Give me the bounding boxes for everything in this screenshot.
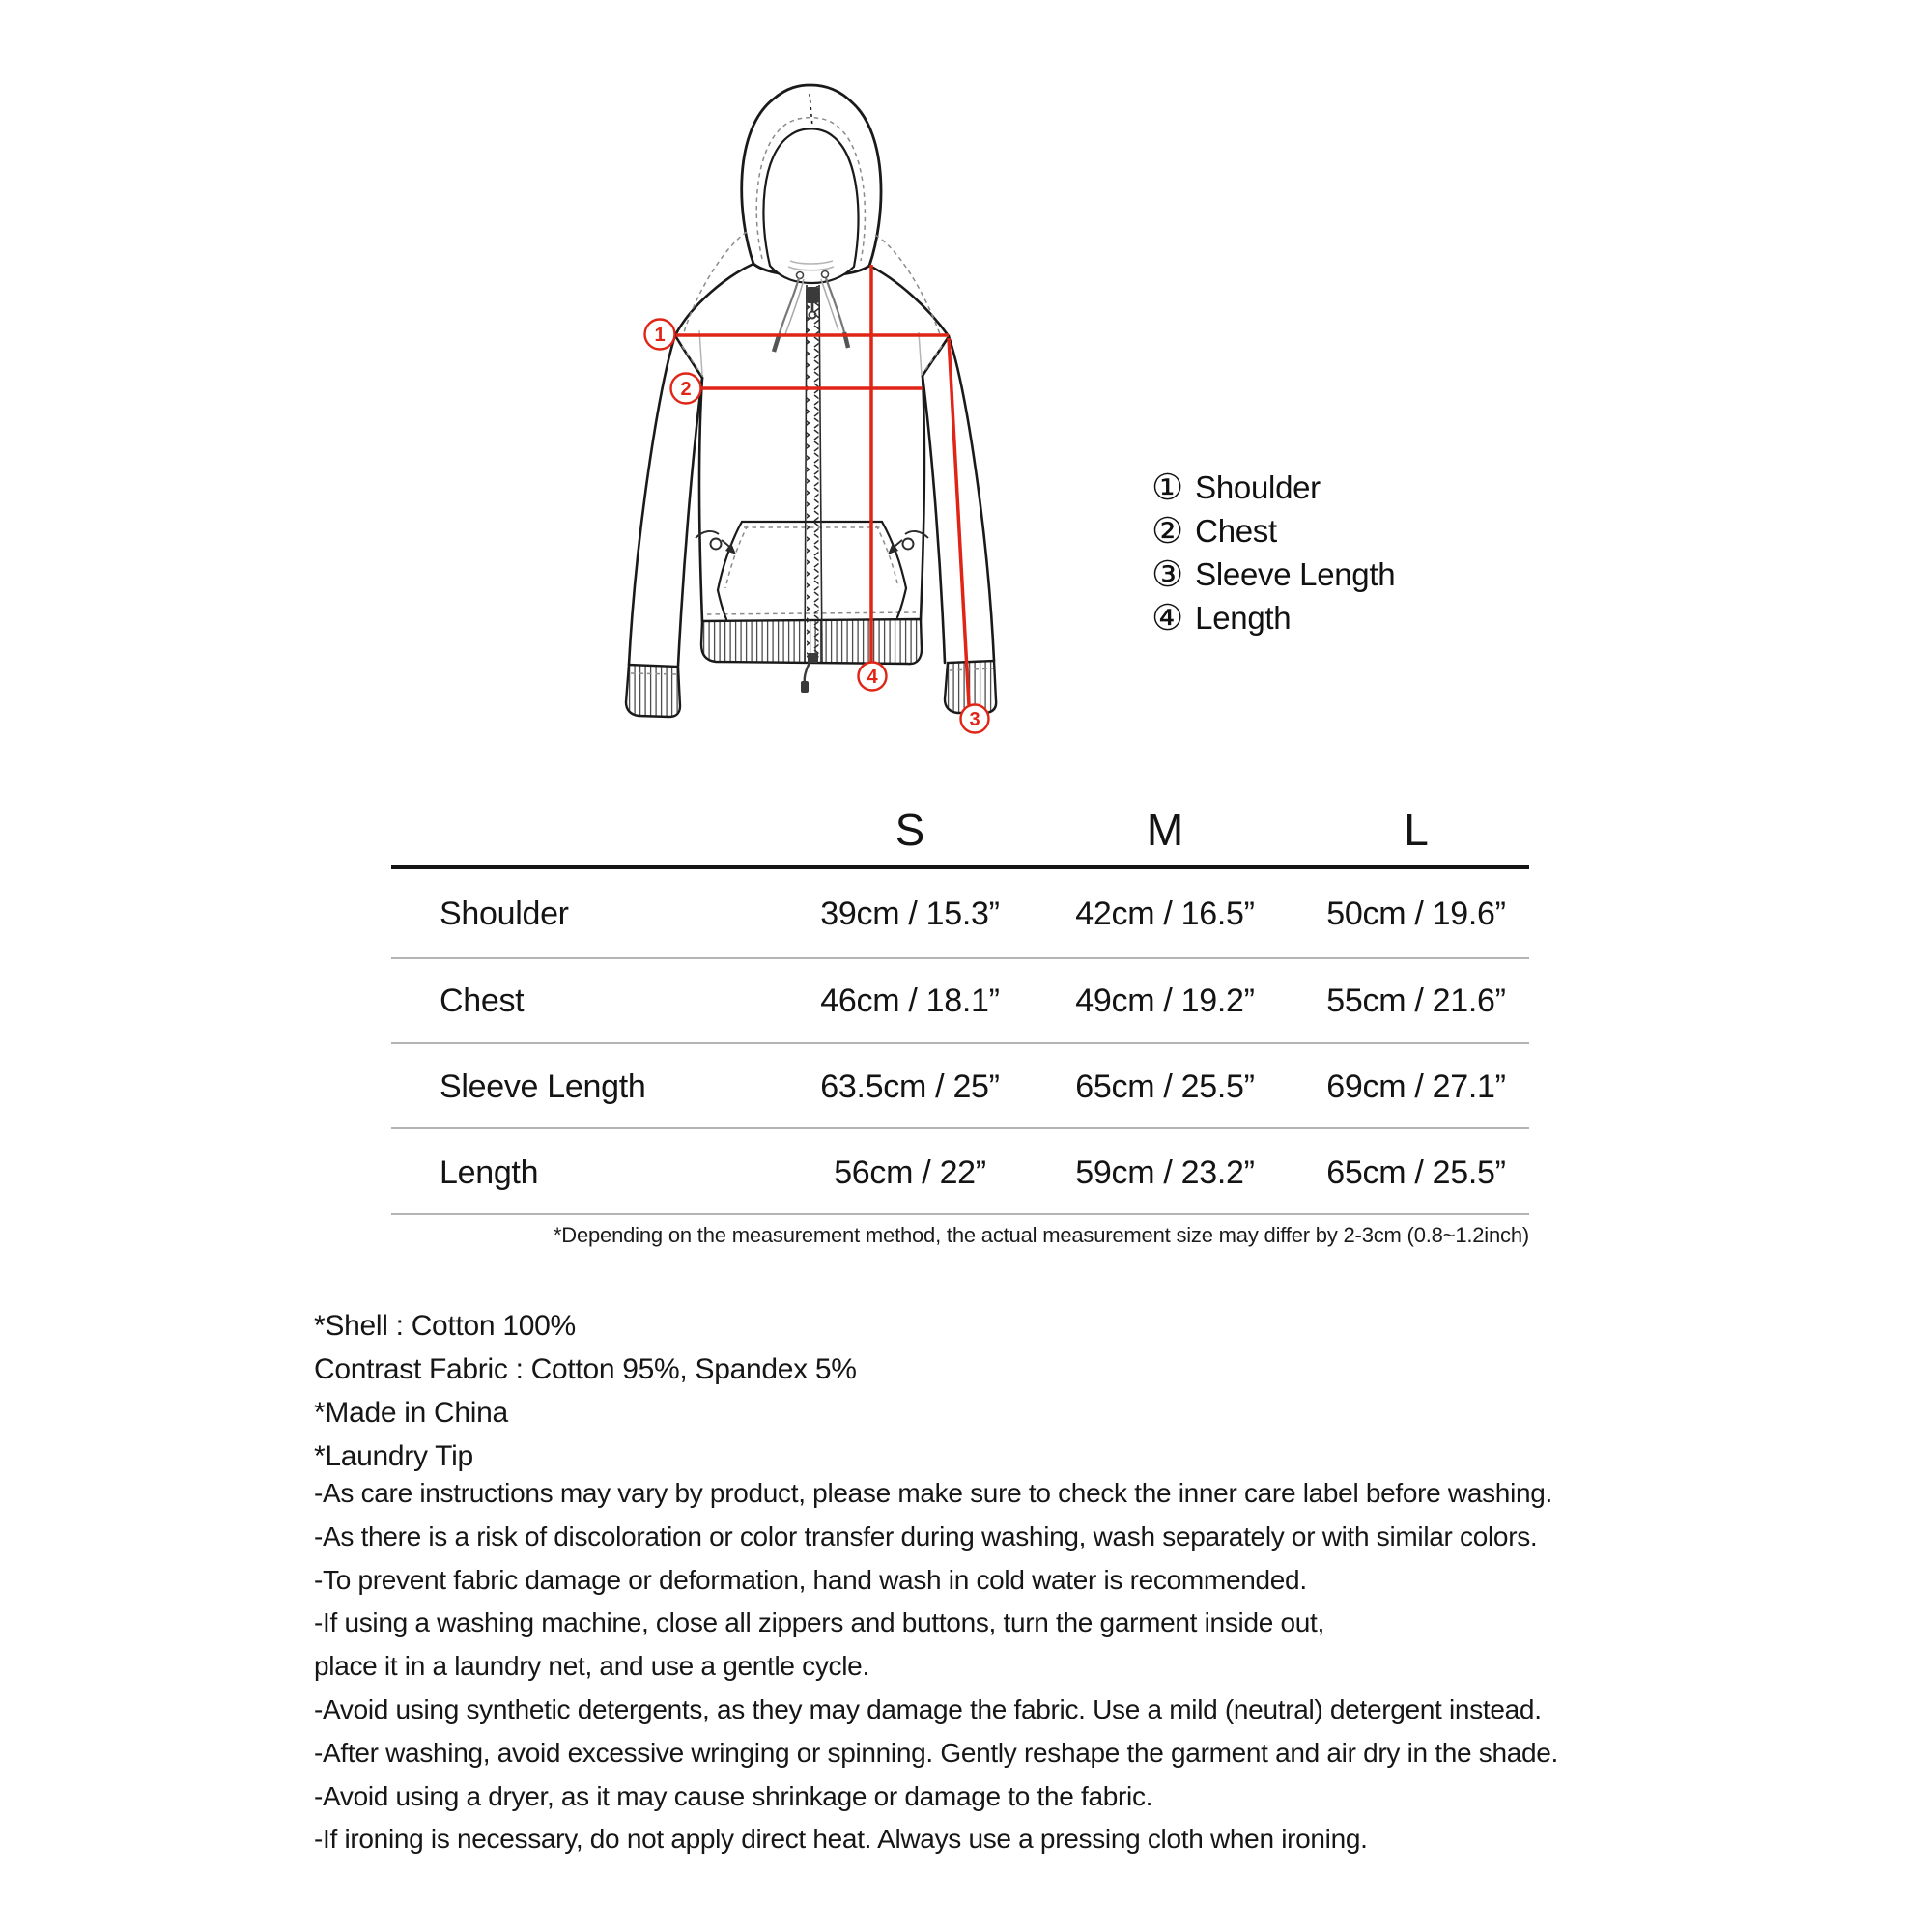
legend-item-sleeve-length bbox=[1151, 553, 1395, 596]
zipper-slider bbox=[806, 287, 819, 303]
marker-1: 1 bbox=[654, 325, 666, 346]
shoulder-s-value: 39cm / 15.3” bbox=[820, 895, 1000, 932]
marker-2: 2 bbox=[680, 379, 692, 400]
sleeve-l-value: 69cm / 27.1” bbox=[1326, 1068, 1506, 1105]
care-line-7: -After washing, avoid excessive wringing or spinning. Gently reshape the garment and air dry in the shade. bbox=[314, 1737, 1559, 1768]
hood bbox=[742, 85, 881, 283]
legend-label-chest: Chest bbox=[1195, 513, 1277, 549]
length-s-value: 56cm / 22” bbox=[834, 1154, 986, 1191]
care-line-2: -As there is a risk of discoloration or color transfer during washing, wash separately or with similar colors. bbox=[314, 1520, 1538, 1551]
shell-info: *Shell : Cotton 100% bbox=[314, 1310, 576, 1342]
care-line-3: -To prevent fabric damage or deformation, hand wash in cold water is recommended. bbox=[314, 1564, 1307, 1595]
table-rule-4 bbox=[391, 1213, 1529, 1215]
row-label-shoulder: Shoulder bbox=[440, 895, 569, 932]
care-line-8: -Avoid using a dryer, as it may cause shrinkage or damage to the fabric. bbox=[314, 1780, 1153, 1811]
shoulder-m-value: 42cm / 16.5” bbox=[1075, 895, 1255, 932]
legend-label-sleeve-length: Sleeve Length bbox=[1195, 556, 1396, 592]
legend-num-3: ③ bbox=[1151, 554, 1184, 594]
row-label-length: Length bbox=[440, 1154, 539, 1191]
product-info bbox=[314, 1304, 857, 1478]
size-table-header bbox=[391, 807, 1529, 853]
chest-s-value: 46cm / 18.1” bbox=[820, 982, 1000, 1019]
laundry-care-list bbox=[314, 1472, 1558, 1861]
laundry-tip-heading: *Laundry Tip bbox=[314, 1440, 473, 1472]
table-rule-1 bbox=[391, 957, 1529, 959]
row-label-sleeve-length: Sleeve Length bbox=[440, 1068, 646, 1105]
care-line-5: place it in a laundry net, and use a gentle cycle. bbox=[314, 1651, 869, 1682]
table-row-shoulder bbox=[391, 894, 1546, 934]
care-line-6: -Avoid using synthetic detergents, as they may damage the fabric. Use a mild (neutral) detergent instead. bbox=[314, 1693, 1542, 1724]
zipper-bottom-pull bbox=[801, 681, 809, 693]
column-header-m: M bbox=[1146, 805, 1184, 855]
table-row-length bbox=[391, 1152, 1546, 1193]
measurement-note: *Depending on the measurement method, the actual measurement size may differ by 2-3cm (0.8~1.2inch) bbox=[553, 1223, 1529, 1247]
care-line-1: -As care instructions may vary by product, please make sure to check the inner care label before washing. bbox=[314, 1478, 1553, 1508]
legend-label-shoulder: Shoulder bbox=[1195, 469, 1321, 505]
legend-item-length bbox=[1151, 596, 1395, 639]
length-m-value: 59cm / 23.2” bbox=[1075, 1154, 1255, 1191]
legend-item-chest bbox=[1151, 509, 1395, 553]
legend-num-1: ① bbox=[1151, 468, 1184, 507]
sleeve-m-value: 65cm / 25.5” bbox=[1075, 1068, 1255, 1105]
length-l-value: 65cm / 25.5” bbox=[1326, 1154, 1506, 1191]
table-row-chest bbox=[391, 980, 1546, 1021]
table-rule-thick bbox=[391, 865, 1529, 869]
column-header-s: S bbox=[895, 805, 925, 855]
left-cuff bbox=[626, 665, 680, 717]
legend-num-4: ④ bbox=[1151, 598, 1184, 638]
table-rule-2 bbox=[391, 1042, 1529, 1044]
chest-l-value: 55cm / 21.6” bbox=[1326, 982, 1506, 1019]
marker-4: 4 bbox=[867, 667, 878, 688]
zipper-bottom-stop bbox=[808, 653, 818, 663]
legend-label-length: Length bbox=[1195, 600, 1292, 636]
care-line-9: -If ironing is necessary, do not apply direct heat. Always use a pressing cloth when ironing. bbox=[314, 1824, 1368, 1855]
chest-m-value: 49cm / 19.2” bbox=[1075, 982, 1255, 1019]
table-rule-3 bbox=[391, 1127, 1529, 1129]
garment-diagram-svg bbox=[580, 58, 1121, 753]
sleeve-s-value: 63.5cm / 25” bbox=[820, 1068, 1000, 1105]
row-label-chest: Chest bbox=[440, 982, 525, 1019]
column-header-l: L bbox=[1404, 805, 1429, 855]
contrast-fabric-info: Contrast Fabric : Cotton 95%, Spandex 5% bbox=[314, 1353, 857, 1385]
sleeve-line bbox=[949, 338, 969, 705]
marker-3: 3 bbox=[969, 709, 980, 730]
shoulder-l-value: 50cm / 19.6” bbox=[1326, 895, 1506, 932]
legend-item-shoulder bbox=[1151, 466, 1395, 509]
care-line-4: -If using a washing machine, close all zippers and buttons, turn the garment inside out, bbox=[314, 1607, 1324, 1638]
measurement-legend bbox=[1151, 466, 1395, 639]
made-in-info: *Made in China bbox=[314, 1397, 508, 1429]
legend-num-2: ② bbox=[1151, 511, 1184, 551]
table-row-sleeve-length bbox=[391, 1066, 1546, 1107]
